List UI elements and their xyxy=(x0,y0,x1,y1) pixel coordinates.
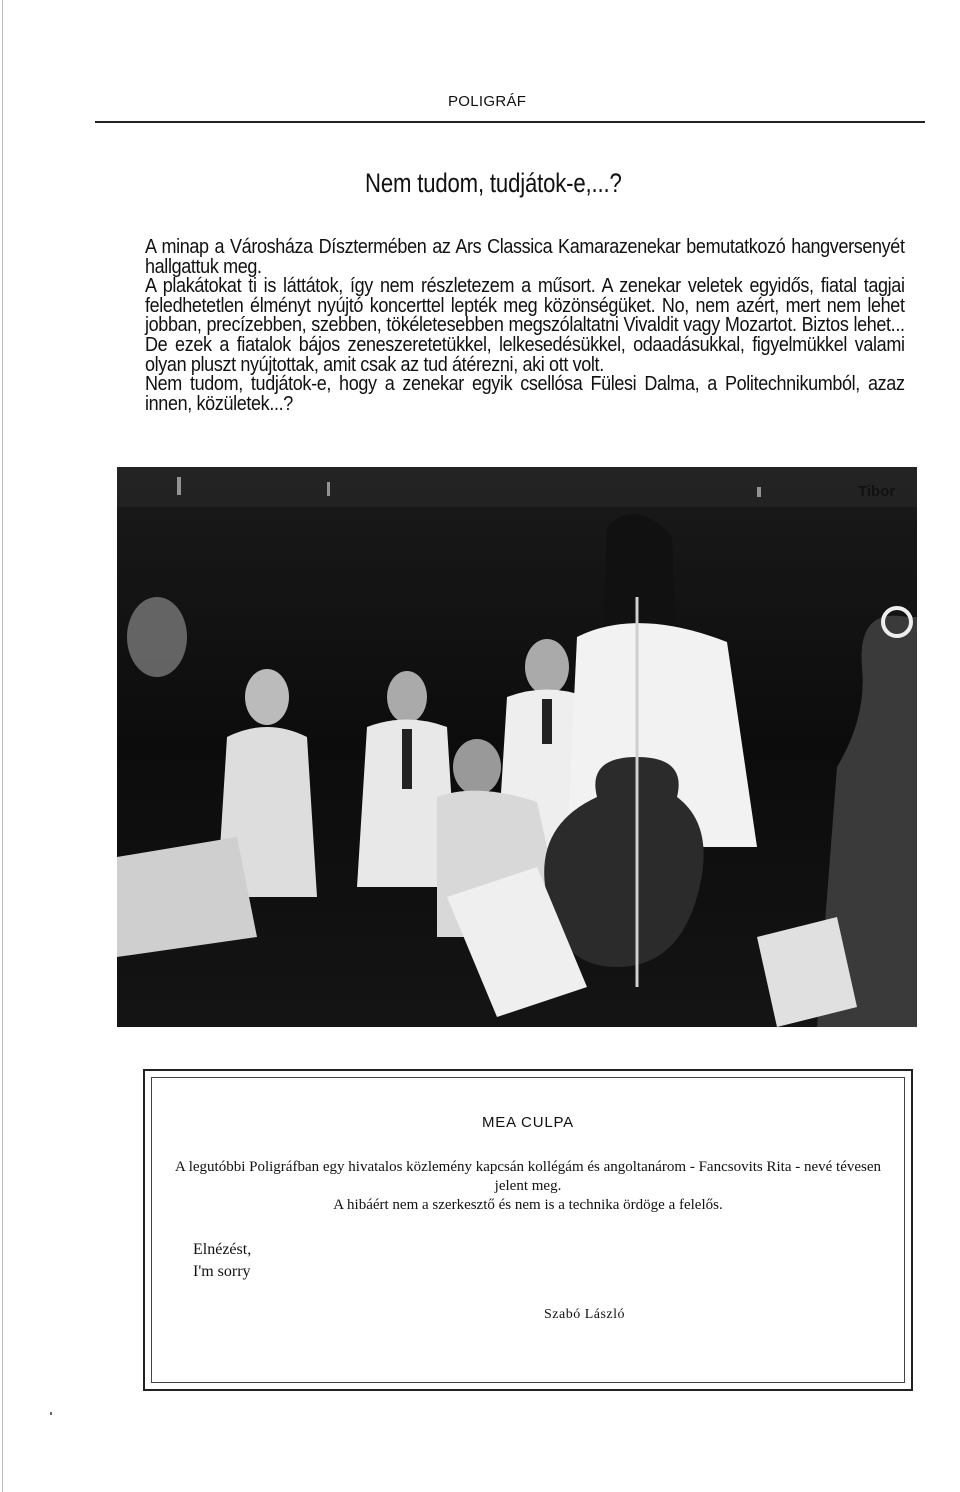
header-rule xyxy=(95,121,925,123)
scan-edge xyxy=(2,0,3,1492)
notice-body xyxy=(168,1158,888,1215)
article-paragraph: A plakátokat ti is láttátok, így nem részletezem a műsort. A zenekar veletek egyidős, fiatal tagjai feledhetetlen élményt nyújtó koncerttel lepték meg közönségüket. No, nem azért, mert nem lehet jobban, precízebben, szebben, tökéletesebben megszólaltatni Vivaldit vagy Mozartot. Biztos lehet... De ezek a fiatalok bájos zeneszeretetükkel, lelkesedésükkel, odaadásukkal, figyelmükkel valami olyan pluszt nyújtottak, amit csak az tud átérezni, aki ott volt. xyxy=(145,275,905,376)
running-header: POLIGRÁF xyxy=(448,93,527,110)
notice-line: A legutóbbi Poligráfban egy hivatalos közlemény kapcsán kollégám és angoltanárom - Fancsovits Rita - nevé tévesen jelent meg. xyxy=(174,1159,882,1194)
photo-credit: Tibor xyxy=(858,483,896,500)
apology-line: Elnézést, xyxy=(193,1241,252,1258)
apology-line: I'm sorry xyxy=(193,1263,251,1280)
notice-apology xyxy=(193,1239,251,1283)
notice-heading: MEA CULPA xyxy=(482,1114,574,1131)
notice-signature: Szabó László xyxy=(544,1307,626,1322)
article-paragraph: A minap a Városháza Dísztermében az Ars Classica Kamarazenekar bemutatkozó hangversenyét hallgattuk meg. xyxy=(145,236,905,278)
article-paragraph: Nem tudom, tudjátok-e, hogy a zenekar egyik csellósa Fülesi Dalma, a Politechnikumból, azaz innen, közületek...? xyxy=(145,373,905,415)
scan-speck xyxy=(50,1412,52,1415)
article-title: Nem tudom, tudjátok-e,...? xyxy=(365,168,622,198)
notice-line: A hibáért nem a szerkesztő és nem is a technika ördöge a felelős. xyxy=(333,1197,723,1213)
article-body xyxy=(145,238,905,414)
orchestra-photo xyxy=(117,467,917,1027)
